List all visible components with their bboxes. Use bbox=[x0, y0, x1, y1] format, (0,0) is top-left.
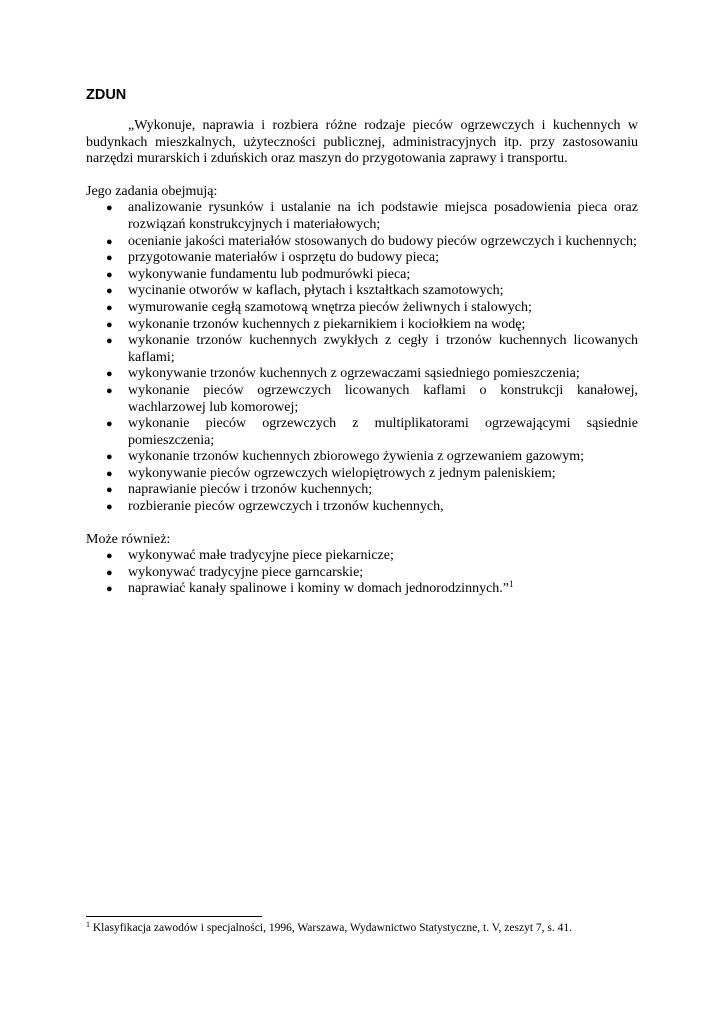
bullet-icon: ● bbox=[106, 418, 113, 431]
list-item-text: wykonanie pieców ogrzewczych z multiplikatorami ogrzewającymi sąsiednie pomieszczenia; bbox=[128, 416, 638, 448]
list-item-text: wykonywanie trzonów kuchennych z ogrzewaczami sąsiedniego pomieszczenia; bbox=[128, 366, 580, 382]
list-item-text: ocenianie jakości materiałów stosowanych do budowy pieców ogrzewczych i kuchennych; bbox=[128, 233, 637, 249]
list-item bbox=[86, 366, 638, 383]
list-item-text: wykonywać tradycyjne piece garncarskie; bbox=[128, 564, 364, 580]
footnote-number: 1 bbox=[86, 920, 90, 929]
list-item bbox=[86, 250, 638, 267]
list-item bbox=[86, 466, 638, 483]
list-item-text: wykonanie trzonów kuchennych zwykłych z cegły i trzonów kuchennych licowanych kaflami; bbox=[128, 333, 638, 365]
list-item-text: naprawiać kanały spalinowe i kominy w domach jednorodzinnych.” bbox=[128, 581, 509, 597]
list-item bbox=[86, 267, 638, 284]
bullet-icon: ● bbox=[106, 318, 113, 331]
bullet-icon: ● bbox=[106, 451, 113, 464]
list-item-text: przygotowanie materiałów i osprzętu do budowy pieca; bbox=[128, 250, 440, 266]
document-page bbox=[86, 86, 638, 598]
list-item-text: naprawianie pieców i trzonów kuchennych; bbox=[128, 482, 373, 498]
list-item-text: wykonanie trzonów kuchennych zbiorowego żywienia z ogrzewaniem gazowym; bbox=[128, 449, 585, 465]
bullet-icon: ● bbox=[106, 467, 113, 480]
footnote-reference: 1 bbox=[509, 579, 514, 590]
bullet-icon: ● bbox=[106, 235, 113, 248]
duties-label: Jego zadania obejmują: bbox=[86, 183, 218, 199]
list-item bbox=[86, 499, 638, 516]
list-item-text: wykonanie trzonów kuchennych z piekarnikiem i kociołkiem na wodę; bbox=[128, 316, 526, 332]
list-item-text: rozbieranie pieców ogrzewczych i trzonów kuchennych, bbox=[128, 499, 444, 515]
list-item bbox=[86, 200, 638, 233]
page-title: ZDUN bbox=[86, 87, 127, 103]
list-item bbox=[86, 482, 638, 499]
list-item bbox=[86, 283, 638, 300]
bullet-icon: ● bbox=[106, 285, 113, 298]
duties-list bbox=[86, 200, 638, 515]
list-item bbox=[86, 300, 638, 317]
footnote bbox=[86, 921, 646, 935]
list-item-text: wycinanie otworów w kaflach, płytach i kształtkach szamotowych; bbox=[128, 283, 504, 299]
list-item bbox=[86, 333, 638, 366]
list-item-text: wykonanie pieców ogrzewczych licowanych kaflami o konstrukcji kanałowej, wachlarzowej lub komorowej; bbox=[128, 382, 638, 415]
bullet-icon: ● bbox=[106, 566, 113, 579]
bullet-icon: ● bbox=[106, 501, 113, 514]
bullet-icon: ● bbox=[106, 484, 113, 497]
footnote-text: Klasyfikacja zawodów i specjalności, 1996, Warszawa, Wydawnictwo Statystyczne, t. V, zeszyt 7, s. 41. bbox=[92, 922, 573, 934]
bullet-icon: ● bbox=[106, 252, 113, 265]
bullet-icon: ● bbox=[106, 583, 113, 596]
footnote-divider bbox=[86, 916, 262, 917]
list-item bbox=[86, 416, 638, 449]
also-list bbox=[86, 548, 638, 598]
bullet-icon: ● bbox=[106, 335, 113, 348]
list-item bbox=[86, 317, 638, 334]
list-item bbox=[86, 383, 638, 416]
also-label: Może również: bbox=[86, 531, 171, 547]
list-item-text: wykonywać małe tradycyjne piece piekarnicze; bbox=[128, 548, 394, 564]
bullet-icon: ● bbox=[106, 368, 113, 381]
bullet-icon: ● bbox=[106, 202, 113, 215]
bullet-icon: ● bbox=[106, 268, 113, 281]
list-item-text: wymurowanie cegłą szamotową wnętrza pieców żeliwnych i stalowych; bbox=[128, 299, 532, 315]
list-item bbox=[86, 581, 638, 598]
intro-paragraph: „Wykonuje, naprawia i rozbiera różne rodzaje pieców ogrzewczych i kuchennych w budynkach mieszkalnych, użyteczności publicznej, administracyjnych itp. przy zastosowaniu narzędzi murarskich i zduńskich oraz maszyn do przygotowania zaprawy i transportu. bbox=[86, 118, 638, 167]
bullet-icon: ● bbox=[106, 550, 113, 563]
bullet-icon: ● bbox=[106, 384, 113, 397]
list-item-text: analizowanie rysunków i ustalanie na ich podstawie miejsca posadowienia pieca oraz rozwiązań konstrukcyjnych i materiałowych; bbox=[128, 200, 638, 232]
list-item-text: wykonywanie pieców ogrzewczych wielopiętrowych z jednym paleniskiem; bbox=[128, 465, 556, 481]
list-item bbox=[86, 234, 638, 251]
list-item bbox=[86, 565, 638, 582]
list-item-text: wykonywanie fundamentu lub podmurówki pieca; bbox=[128, 266, 411, 282]
list-item bbox=[86, 449, 638, 466]
list-item bbox=[86, 548, 638, 565]
bullet-icon: ● bbox=[106, 301, 113, 314]
